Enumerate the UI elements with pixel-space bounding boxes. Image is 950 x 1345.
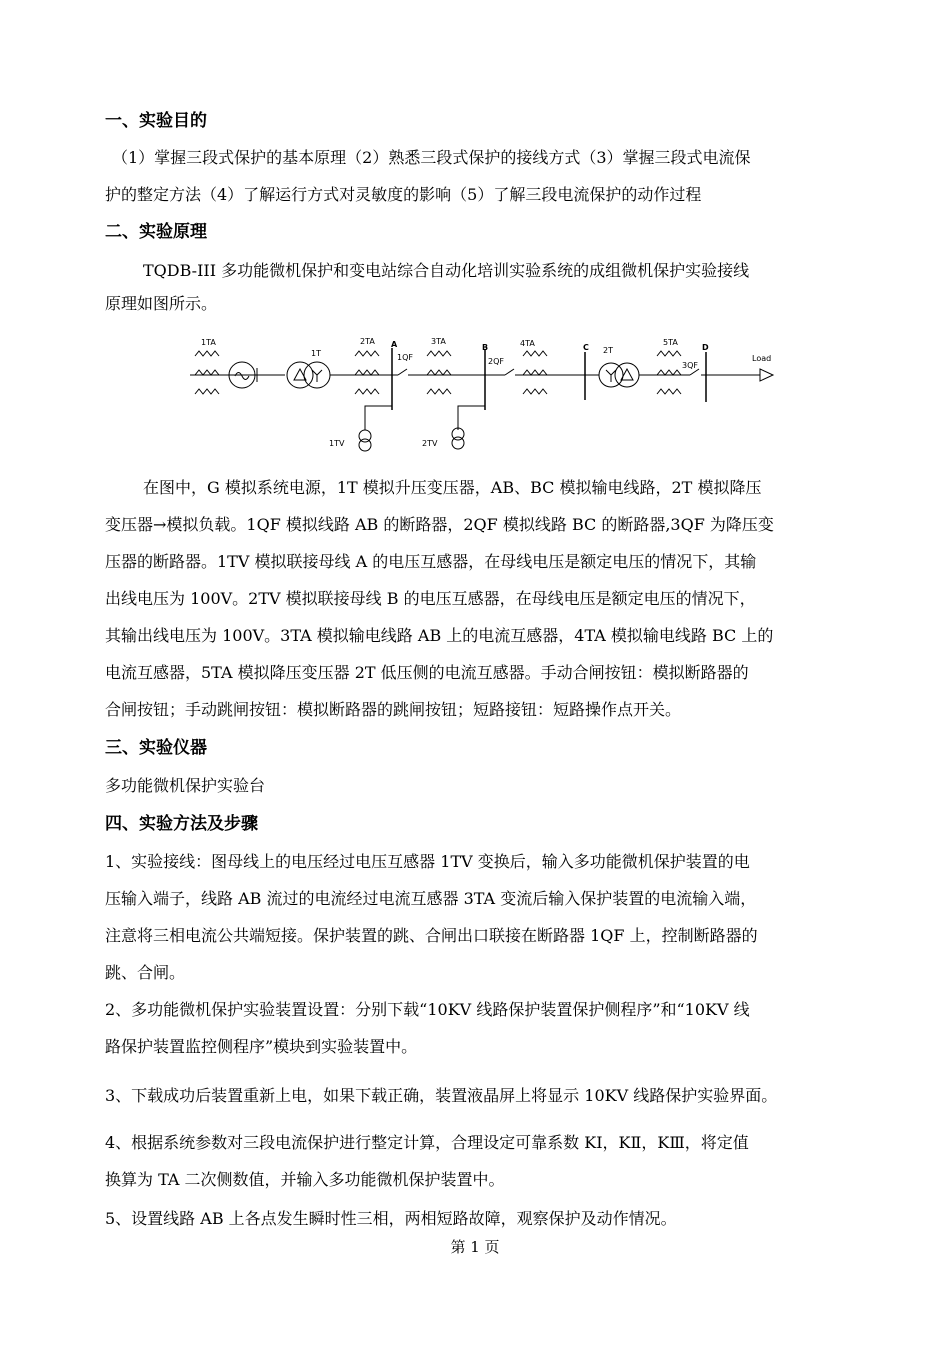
label-1t: 1T	[311, 349, 321, 358]
vt-1tv-icon	[359, 430, 371, 451]
section-1-line: 护的整定方法（4）了解运行方式对灵敏度的影响（5）了解三段电流保护的动作过程	[105, 185, 702, 204]
section-2-intro-line: TQDB-III 多功能微机保护和变电站综合自动化培训实验系统的成组微机保护实验接线	[143, 261, 750, 280]
section-2-title: 二、实验原理	[105, 222, 207, 242]
label-bus-a: A	[391, 340, 398, 349]
section-2-desc-line: 合闸按钮；手动跳闸按钮：模拟断路器的跳闸按钮；短路接钮：短路操作点开关。	[105, 700, 682, 719]
label-2t: 2T	[603, 346, 613, 355]
ct-4ta-icon	[523, 351, 547, 394]
label-bus-b: B	[482, 343, 489, 352]
section-4-line: 3、下载成功后装置重新上电，如果下载正确，装置液晶屏上将显示 10KV 线路保护实验界面。	[105, 1086, 778, 1105]
section-4-line: 注意将三相电流公共端短接。保护装置的跳、合闸出口联接在断路器 1QF 上，控制断路器的	[105, 926, 758, 945]
breaker-2qf-icon	[505, 369, 514, 375]
label-bus-c: C	[583, 343, 589, 352]
label-2ta: 2TA	[360, 337, 375, 346]
page-number: 第 1 页	[450, 1238, 500, 1256]
ct-2ta-icon	[355, 351, 379, 394]
section-2-desc-line: 电流互感器，5TA 模拟降压变压器 2T 低压侧的电流互感器。手动合闸按钮：模拟断路器的	[105, 663, 749, 682]
vt-2tv-icon	[452, 428, 464, 449]
ct-3ta-icon	[427, 351, 451, 394]
label-1qf: 1QF	[397, 353, 413, 362]
section-4-line: 4、根据系统参数对三段电流保护进行整定计算，合理设定可靠系数 KⅠ，KⅡ，KⅢ，将定值	[105, 1133, 749, 1152]
section-4-line: 1、实验接线：图母线上的电压经过电压互感器 1TV 变换后，输入多功能微机保护装置的电	[105, 852, 750, 871]
label-bus-d: D	[702, 343, 709, 352]
section-2-desc-line: 压器的断路器。1TV 模拟联接母线 A 的电压互感器，在母线电压是额定电压的情况下，其输	[105, 552, 757, 571]
section-1-title: 一、实验目的	[105, 111, 207, 131]
label-2tv: 2TV	[422, 439, 438, 448]
section-4-line: 2、多功能微机保护实验装置设置：分别下载“10KV 线路保护装置保护侧程序”和“10KV 线	[105, 1000, 750, 1019]
section-3-title: 三、实验仪器	[105, 738, 207, 758]
section-4-title: 四、实验方法及步骤	[105, 814, 258, 834]
transformer-1t-icon	[287, 362, 330, 388]
transformer-2t-icon	[599, 363, 639, 387]
label-3ta: 3TA	[431, 337, 446, 346]
section-4-line: 换算为 TA 二次侧数值，并输入多功能微机保护装置中。	[105, 1170, 505, 1189]
label-3qf: 3QF	[682, 361, 698, 370]
ct-1ta-icon	[195, 351, 219, 394]
load-arrow-icon	[760, 369, 773, 381]
ct-5ta-icon	[657, 351, 681, 394]
section-4-line: 5、设置线路 AB 上各点发生瞬时性三相，两相短路故障，观察保护及动作情况。	[105, 1209, 677, 1228]
breaker-1qf-icon	[398, 369, 407, 375]
section-4-line: 路保护装置监控侧程序”模块到实验装置中。	[105, 1037, 418, 1056]
label-load: Load	[752, 354, 772, 363]
label-4ta: 4TA	[520, 339, 535, 348]
section-2-desc-line: 其输出线电压为 100V。3TA 模拟输电线路 AB 上的电流互感器，4TA 模拟输电线路 BC 上的	[105, 626, 774, 645]
wiring-diagram	[185, 330, 785, 455]
section-1-line: （1）掌握三段式保护的基本原理（2）熟悉三段式保护的接线方式（3）掌握三段式电流保	[112, 148, 751, 167]
section-2-desc-line: 变压器→模拟负载。1QF 模拟线路 AB 的断路器，2QF 模拟线路 BC 的断路器,3QF 为降压变	[105, 515, 774, 534]
label-1tv: 1TV	[329, 439, 345, 448]
section-3-text: 多功能微机保护实验台	[105, 776, 266, 795]
section-2-desc-line: 在图中，G 模拟系统电源，1T 模拟升压变压器，AB、BC 模拟输电线路，2T 模拟降压	[143, 478, 762, 497]
section-2-desc-line: 出线电压为 100V。2TV 模拟联接母线 B 的电压互感器，在母线电压是额定电压的情况下，	[105, 589, 756, 608]
section-2-intro-line: 原理如图所示。	[105, 294, 218, 313]
section-4-line: 跳、合闸。	[105, 963, 186, 982]
label-2qf: 2QF	[488, 357, 504, 366]
label-1ta: 1TA	[201, 338, 216, 347]
section-4-line: 压输入端子，线路 AB 流过的电流经过电流互感器 3TA 变流后输入保护装置的电流输入端，	[105, 889, 757, 908]
label-5ta: 5TA	[663, 338, 678, 347]
